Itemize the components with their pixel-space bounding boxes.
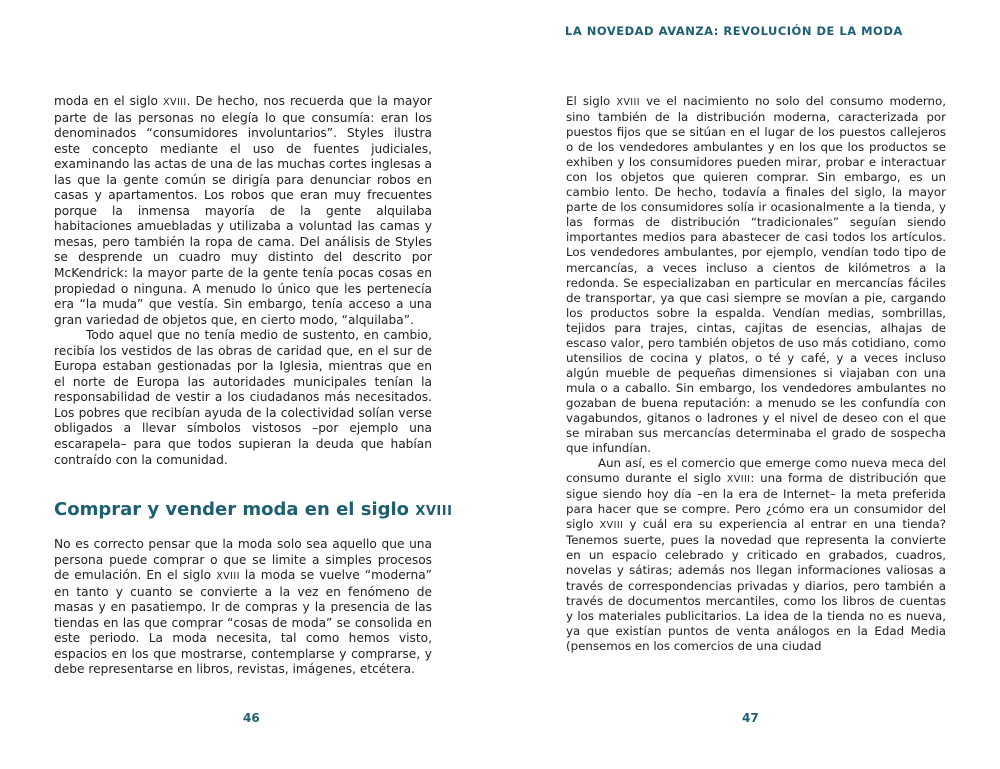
paragraph [54,537,432,678]
section-body-text [54,537,432,678]
text-run: ve el nacimiento no solo del consumo moderno, sino también de la distribución moderna, caracterizada por puestos fijos que se sitúan en el lugar de los puestos callejeros o de los vendedores ambulantes y en los que los productos se exhiben y los consumidores pueden mirar, probar e interactuar con los objetos que quieren comprar. Sin embargo, es un cambio lento. De hecho, todavía a finales del siglo, la mayor parte de los consumidores solía ir ocasionalmente a la tienda, y las formas de distribución “tradicionales” seguían siendo importantes medios para abastecer de casi todos los artículos. Los vendedores ambulantes, por ejemplo, vendían todo tipo de mercancías, a veces incluso a cientos de kilómetros a la redonda. Se especializaban en particular en mercancías fáciles de transportar, ya que casi siempre se movían a pie, cargando los productos sobre la espalda. Vendían medias, sombrillas, tejidos para trajes, cintas, cajitas de esencias, alhajas de escaso valor, pero también objetos de uso más cotidiano, como utensilios de cocina y platos, o té y café, y a veces incluso algún mueble de pequeñas dimensiones si viajaban con una mula o a caballo. Sin embargo, los vendedores ambulantes no gozaban de buena reputación: a menudo se les confundía con vagabundos, gitanos o ladrones y el nivel de deseo con el que se miraban sus mercancías determinaba el grado de sospecha que infundían. [566,94,946,456]
left-body-text [54,94,432,468]
century-numeral: XVIII [599,520,624,532]
text-run: El siglo [566,94,617,108]
paragraph [54,94,432,328]
page-number: 47 [742,711,759,725]
century-numeral: XVIII [216,571,240,583]
text-run: y cuál era su experiencia al entrar en una tienda? Tenemos suerte, pues la novedad que representa la convierte en un espacio celebrado y criticado en grabados, cuadros, novelas y sátiras; además nos llegan informaciones valiosas a través de correspondencias privadas y diarios, pero también a través de documentos mercantiles, como los libros de cuentas y los materiales publicitarios. La idea de la tienda no es nueva, ya que existían puntos de venta análogos en la Edad Media (pensemos en los comercios de una ciudad [566,517,946,653]
text-run: : una forma de distribución que sigue siendo hoy día –en la era de Internet– la meta preferida para hacer que se compre. Pero ¿cómo era un consumidor del siglo [566,471,946,532]
century-numeral: XVIII [415,504,453,519]
page-number: 46 [243,711,260,725]
section-heading [54,499,454,520]
paragraph: Todo aquel que no tenía medio de sustento, en cambio, recibía los vestidos de las obras de caridad que, en el sur de Europa estaban gestionadas por la Iglesia, mientras que en el norte de Europa las autoridades municipales tenían la responsabilidad de vestir a los ciudadanos más necesitados. Los pobres que recibían ayuda de la colectividad solían verse obligados a llevar símbolos vistosos –por ejemplo una escarapela– para que todos supieran la deuda que habían contraído con la comunidad. [54,328,432,467]
text-run: . De hecho, nos recuerda que la mayor parte de las personas no elegía lo que consumía: eran los denominados “consumidores involuntarios”. Styles ilustra este concepto mediante el uso de fuentes judiciales, examinando las actas de una de las muchas cortes inglesas a las que la gente común se dirigía para denunciar robos en casas y apartamentos. Los robos que eran muy frecuentes porque la inmensa mayoría de la gente alquilaba habitaciones amuebladas y utilizaba a voluntad las camas y mesas, pero también la ropa de cama. Del análisis de Styles se desprende un cuadro muy distinto del descrito por McKendrick: la mayor parte de la gente tenía pocas cosas en propiedad o ninguna. A menudo lo único que les pertenecía era “la muda” que vestía. Sin embargo, tenía acceso a una gran variedad de objetos que, en cierto modo, “alquilaba”. [54,94,432,327]
paragraph [566,94,946,456]
century-numeral: XVIII [726,474,751,486]
century-numeral: XVIII [616,97,640,108]
century-numeral: XVIII [163,97,187,108]
heading-text: Comprar y vender moda en el siglo [54,499,416,520]
right-body-text [566,94,946,654]
text-run: Aun así, es el comercio que emerge como nueva meca del consumo durante el siglo [566,456,946,486]
text-run: moda en el siglo [54,94,164,108]
paragraph [566,456,946,654]
right-page [500,0,1000,769]
running-head: LA NOVEDAD AVANZA: REVOLUCIÓN DE LA MODA [565,24,903,38]
text-run: No es correcto pensar que la moda solo sea aquello que una persona puede comprar o que se limite a simples procesos de emulación. En el siglo [54,537,432,583]
text-run: la moda se vuelve “moderna” en tanto y cuanto se convierte a la vez en fenómeno de masas y en pasatiempo. Ir de compras y la presencia de las tiendas en las que comprar “cosas de moda” se consolida en este periodo. La moda necesita, tal como hemos visto, espacios en los que mostrarse, contemplarse y comprarse, y debe representarse en libros, revistas, imágenes, etcétera. [54,568,432,677]
